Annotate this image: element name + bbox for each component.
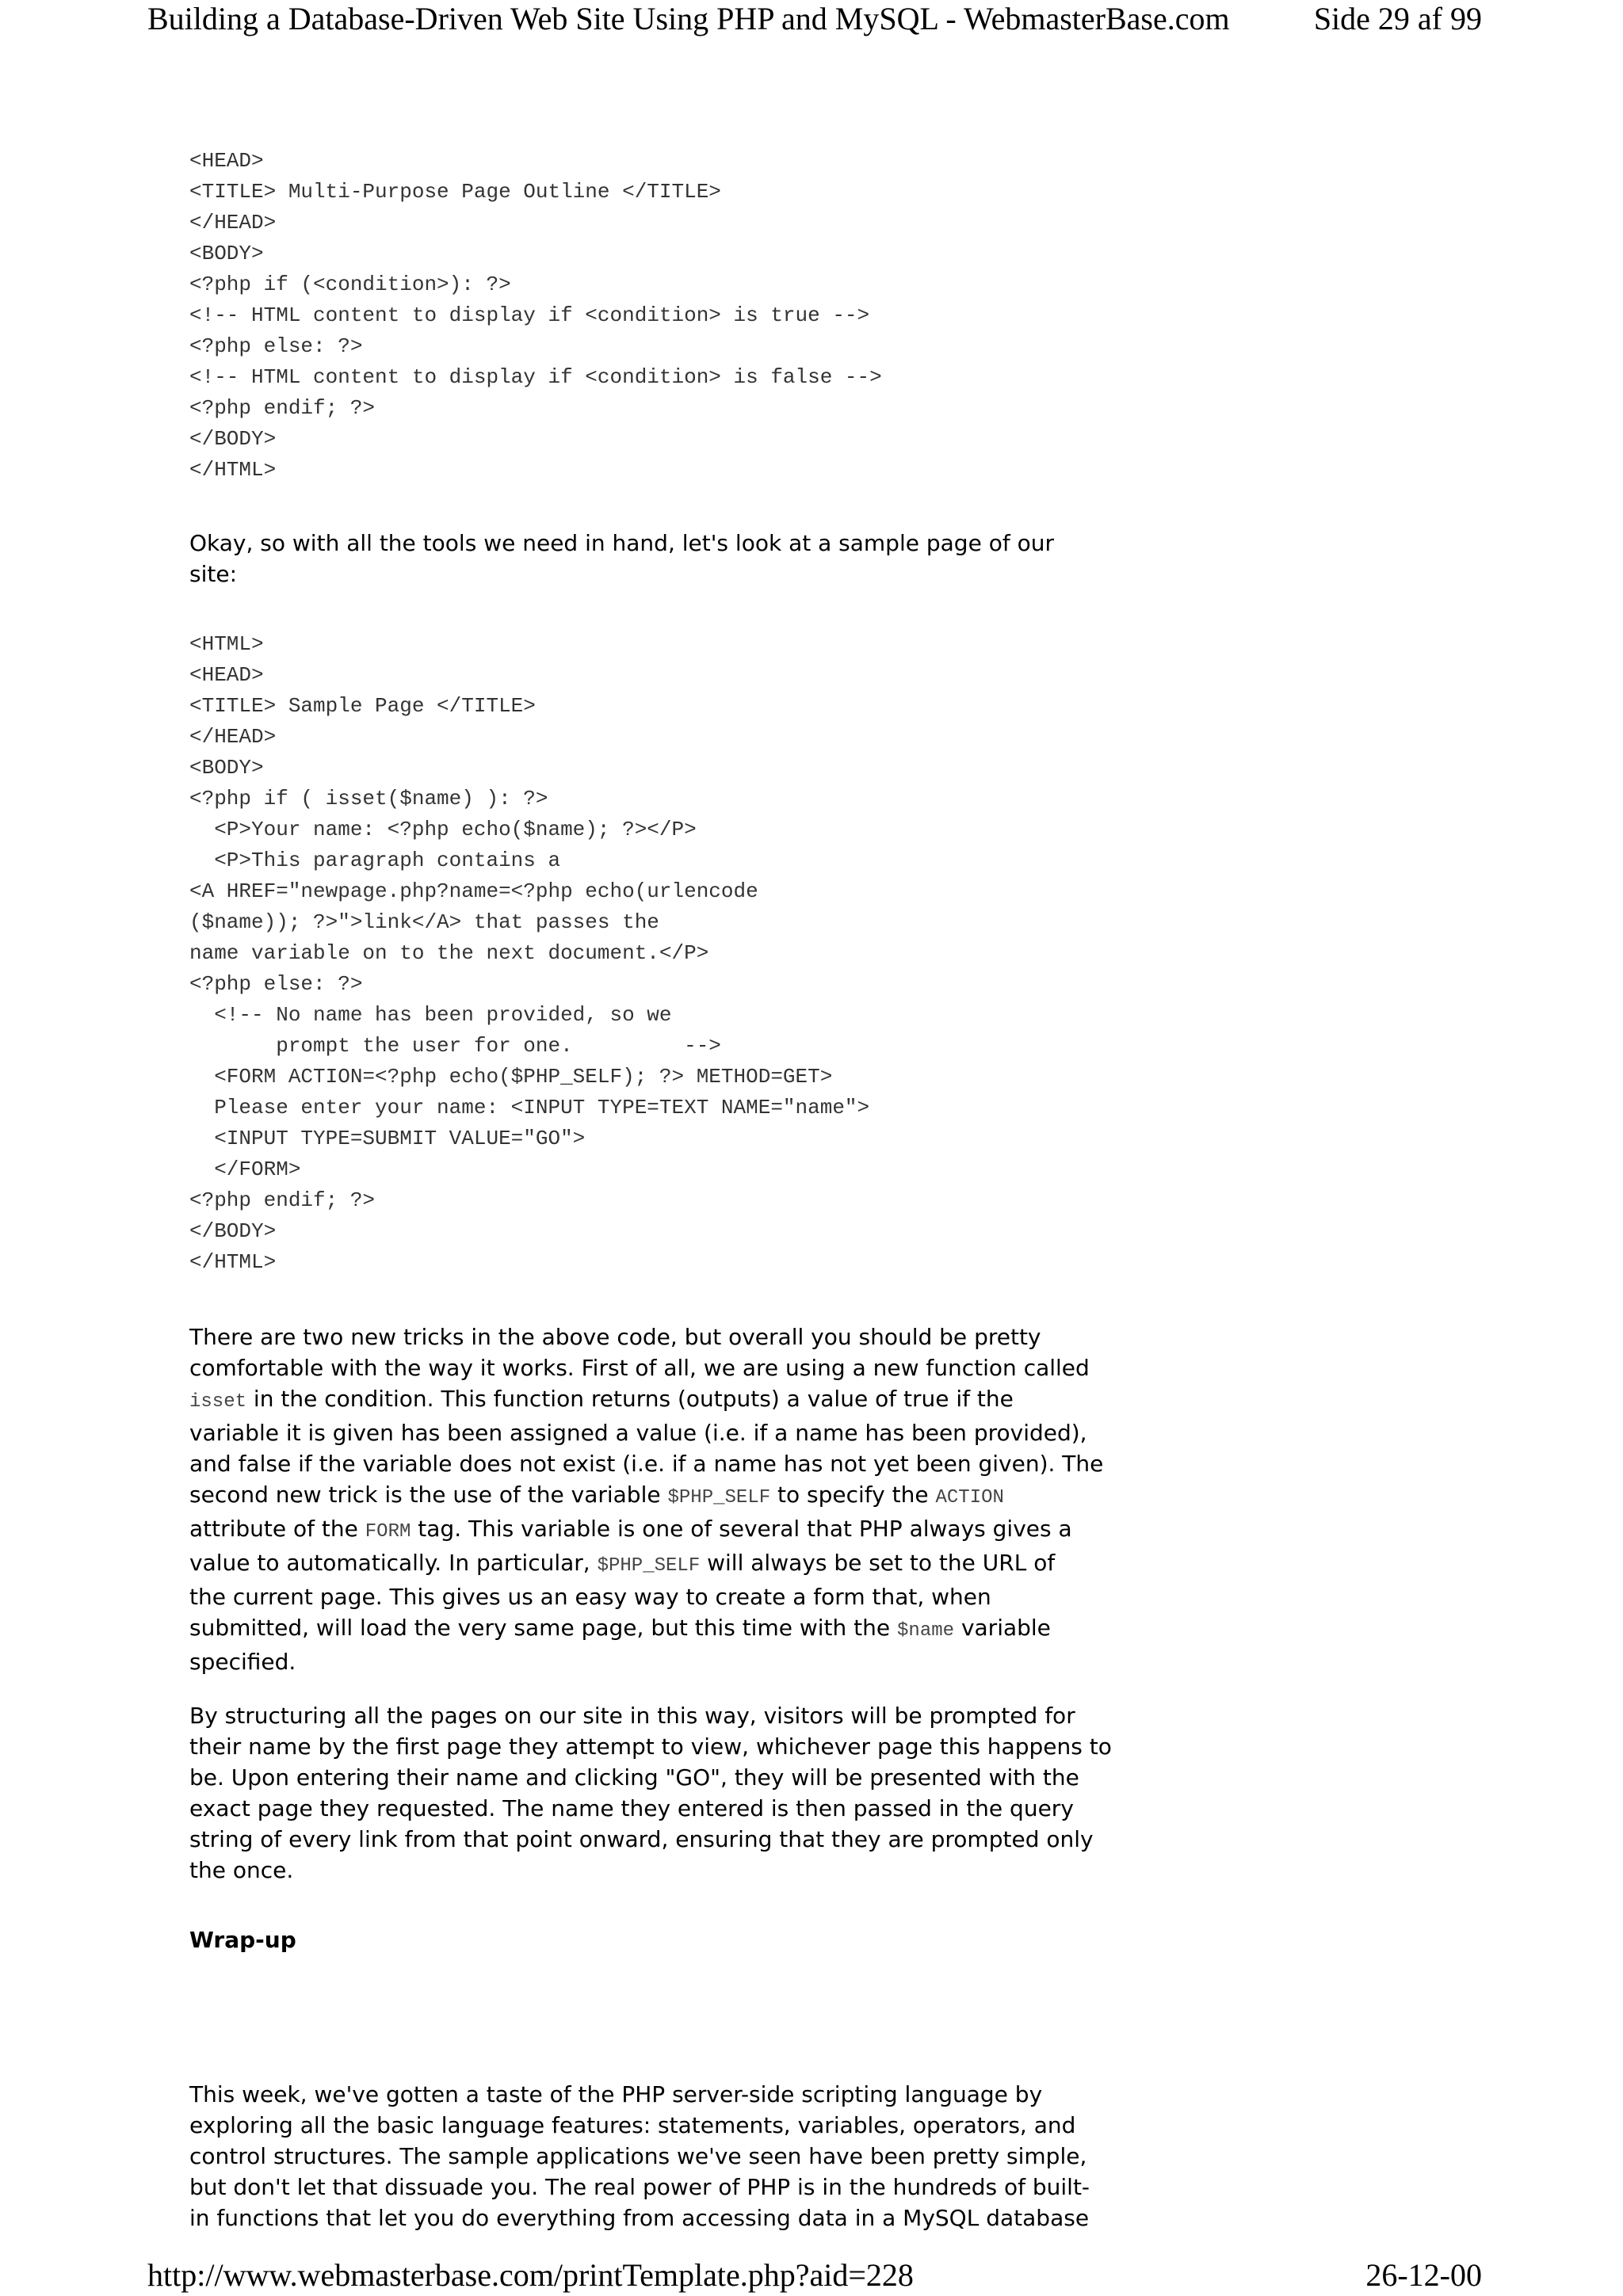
code-block-page-outline: <HEAD> <TITLE> Multi-Purpose Page Outline </TITLE> </HEAD> <BODY> <?php if (<condition>): ?> <!-- HTML content to display if <condition> is true --> <?php else: ?> <!-- HTML content to display if <condition> is false --> <?php endif; ?> </BODY> </HTML>: [189, 149, 882, 482]
inline-code-form: FORM: [365, 1521, 411, 1543]
text-line: exact page they requested. The name they entered is then passed in the query: [189, 1795, 1074, 1821]
text-line: variable it is given has been assigned a value (i.e. if a name has been provided),: [189, 1420, 1087, 1446]
page-title: Building a Database-Driven Web Site Using PHP and MySQL - WebmasterBase.com: [147, 1, 1230, 36]
inline-code-action: ACTION: [935, 1487, 1004, 1508]
text-line: control structures. The sample applications we've seen have been pretty simple,: [189, 2143, 1087, 2169]
text-fragment: will always be set to the URL of: [700, 1550, 1056, 1576]
inline-code-name: $name: [897, 1620, 955, 1642]
text-line: but don't let that dissuade you. The real power of PHP is in the hundreds of built-: [189, 2174, 1090, 2200]
text-line: Okay, so with all the tools we need in hand, let's look at a sample page of our: [189, 530, 1054, 556]
text-line: be. Upon entering their name and clicking "GO", they will be presented with the: [189, 1764, 1079, 1791]
print-header: [147, 0, 1482, 40]
page-url: http://www.webmasterbase.com/printTemplate.php?aid=228: [147, 2257, 914, 2293]
text-line: in functions that let you do everything from accessing data in a MySQL database: [189, 2205, 1090, 2231]
text-line: [189, 1479, 1125, 1513]
text-fragment: attribute of the: [189, 1516, 365, 1542]
text-line: [189, 1547, 1125, 1581]
text-line: site:: [189, 561, 238, 587]
print-date: 26-12-00: [1365, 2257, 1482, 2293]
inline-code-php-self: $PHP_SELF: [597, 1555, 701, 1577]
text-line: string of every link from that point onward, ensuring that they are prompted only: [189, 1826, 1094, 1852]
text-line: [189, 1612, 1125, 1646]
text-fragment: tag. This variable is one of several that PHP always gives a: [411, 1516, 1072, 1542]
code-block-sample-page: <HTML> <HEAD> <TITLE> Sample Page </TITLE> </HEAD> <BODY> <?php if ( isset($name) ): ?> <P>Your name: <?php echo($name); ?></P> <P>This paragraph contains a <A HREF="newpage.php?name=<?php echo(urlencode ($name)); ?>">link</A> that passes the name variable on to the next document.</P> <?php else: ?> <!-- No name has been provided, so we prompt the user for one. --> <FORM ACTION=<?php echo($PHP_SELF); ?> METHOD=GET> Please enter your name: <INPUT TYPE=TEXT NAME="name"> <INPUT TYPE=SUBMIT VALUE="GO"> </FORM> <?php endif; ?> </BODY> </HTML>: [189, 632, 870, 1274]
paragraph-new-tricks: [189, 1322, 1125, 1677]
text-fragment: variable: [954, 1615, 1051, 1641]
paragraph-structuring: [189, 1700, 1125, 1886]
inline-code-php-self: $PHP_SELF: [667, 1487, 771, 1508]
text-line: the current page. This gives us an easy way to create a form that, when: [189, 1584, 991, 1610]
section-heading-wrap-up: Wrap-up: [189, 1927, 296, 1953]
text-line: [189, 1383, 1125, 1417]
text-line: their name by the first page they attempt to view, whichever page this happens to: [189, 1733, 1112, 1760]
text-fragment: to specify the: [770, 1482, 936, 1508]
text-fragment: value to automatically. In particular,: [189, 1550, 598, 1576]
text-line: the once.: [189, 1857, 294, 1883]
text-fragment: in the condition. This function returns (outputs) a value of true if the: [246, 1386, 1014, 1412]
text-line: specified.: [189, 1649, 296, 1675]
print-footer: [147, 2256, 1482, 2296]
text-line: and false if the variable does not exist (i.e. if a name has not yet been given). The: [189, 1451, 1104, 1477]
text-line: By structuring all the pages on our site in this way, visitors will be prompted for: [189, 1703, 1075, 1729]
text-line: [189, 1513, 1125, 1547]
paragraph-wrap-up: [189, 2079, 1125, 2233]
text-fragment: submitted, will load the very same page, but this time with the: [189, 1615, 898, 1641]
text-line: There are two new tricks in the above code, but overall you should be pretty: [189, 1324, 1041, 1350]
text-fragment: second new trick is the use of the variable: [189, 1482, 668, 1508]
text-line: comfortable with the way it works. First of all, we are using a new function called: [189, 1355, 1090, 1381]
page-number: Side 29 af 99: [1313, 1, 1482, 36]
inline-code-isset: isset: [189, 1391, 247, 1413]
text-line: This week, we've gotten a taste of the PHP server-side scripting language by: [189, 2081, 1043, 2107]
paragraph-intro-sample: [189, 528, 1125, 589]
text-line: exploring all the basic language features: statements, variables, operators, and: [189, 2112, 1076, 2138]
